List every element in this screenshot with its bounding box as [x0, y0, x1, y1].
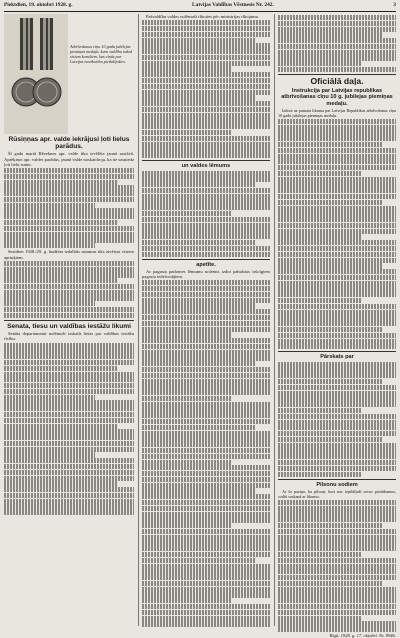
text-lines — [278, 500, 396, 632]
masthead — [4, 2, 396, 12]
column-1 — [4, 14, 134, 626]
article-paragraph: Šī gada martā Rēzeknes apr. valde tika ievēlēta jaunā sastāvā. Aprēķinot apr. valdes parādus, jaunā valde noskaidroja, ka tie sasniedz ļoti lielu sumu. — [4, 151, 134, 167]
column-2 — [138, 14, 270, 626]
article-headline-valdes: un valdes lēmums — [181, 163, 231, 170]
medal-figure — [4, 14, 134, 134]
medal-image — [4, 14, 68, 134]
page-number: 3 — [393, 2, 396, 8]
text-lines — [142, 171, 270, 257]
article-headline-pilsonu: Pilsonu sodiem — [316, 481, 358, 488]
text-lines — [142, 280, 270, 626]
text-lines — [4, 343, 134, 516]
article-paragraph-3: Senāta departamenti nolēmuši izskatīt lietas par valdības iestāžu rīcību. — [4, 331, 134, 342]
article-paragraph: Pašvaldību valdes nolēmuši rīkoties pēc ministrijas rīkojuma. — [146, 14, 259, 19]
text-lines — [142, 20, 270, 158]
text-lines — [4, 168, 134, 248]
article-paragraph-2: Sestdien 1928./29. g. budžeta izdalītās summas tiks atvērtas visiem apriņķiem. — [4, 249, 134, 260]
medal-icon — [4, 14, 68, 134]
article-paragraph-2: Ar šo paziņo, ka pilsoņi, kuri nav izpildījuši savus pienākumus, sodīti saskaņā ar likumu. — [278, 488, 396, 499]
medal-caption: Atbrīvošanas cīņu 10 gadu jubilejas piemiņas medaļa, kuru valdība izdod visiem karošiem, kas cīņās par Latvijas neatkarību piedalījušies. — [70, 44, 132, 64]
text-lines — [278, 15, 396, 72]
article-headline-parskats: Pārskats par — [320, 354, 354, 361]
article-headline-rusinas: Rūsiņņas apr. valde iekrājusi ļoti lielus parādus. — [8, 136, 130, 151]
article-headline-instrukcija: Instrukcija par Latvijas republikas atbrīvošanas cīņu 10 g. jubilejas piemiņas medaļu. — [281, 88, 393, 107]
article-paragraph-2: Ar pagasta padomes lēmumu nolemts izdot pabalstus trūcīgiem pagasta iedzīvotājiem. — [142, 268, 270, 280]
article-headline-senata: Senata, tiesu un valdības iestāžu likumi — [7, 322, 131, 330]
article-paragraph: Izdota uz pamata likuma par Latvijas Republikas atbrīvošanas cīņu 10 gadu jubilejas piemiņas medaļu. — [278, 107, 396, 118]
masthead-title: Latvijas Valdības Vēstnesis Nr. 242. — [192, 2, 274, 8]
section-title-official: Oficiālā daļa. — [310, 76, 364, 87]
text-lines — [4, 261, 134, 318]
text-lines — [278, 362, 396, 477]
column-3 — [274, 14, 396, 638]
text-lines — [278, 119, 396, 350]
article-headline-apetite: apetīte. — [196, 261, 216, 268]
masthead-date: Piektdien, 19. oktobri 1928. g. — [4, 2, 73, 8]
article-signature: Rīgā, 1928. g. 17. oktobrī. Nr. 8946. — [329, 633, 396, 638]
